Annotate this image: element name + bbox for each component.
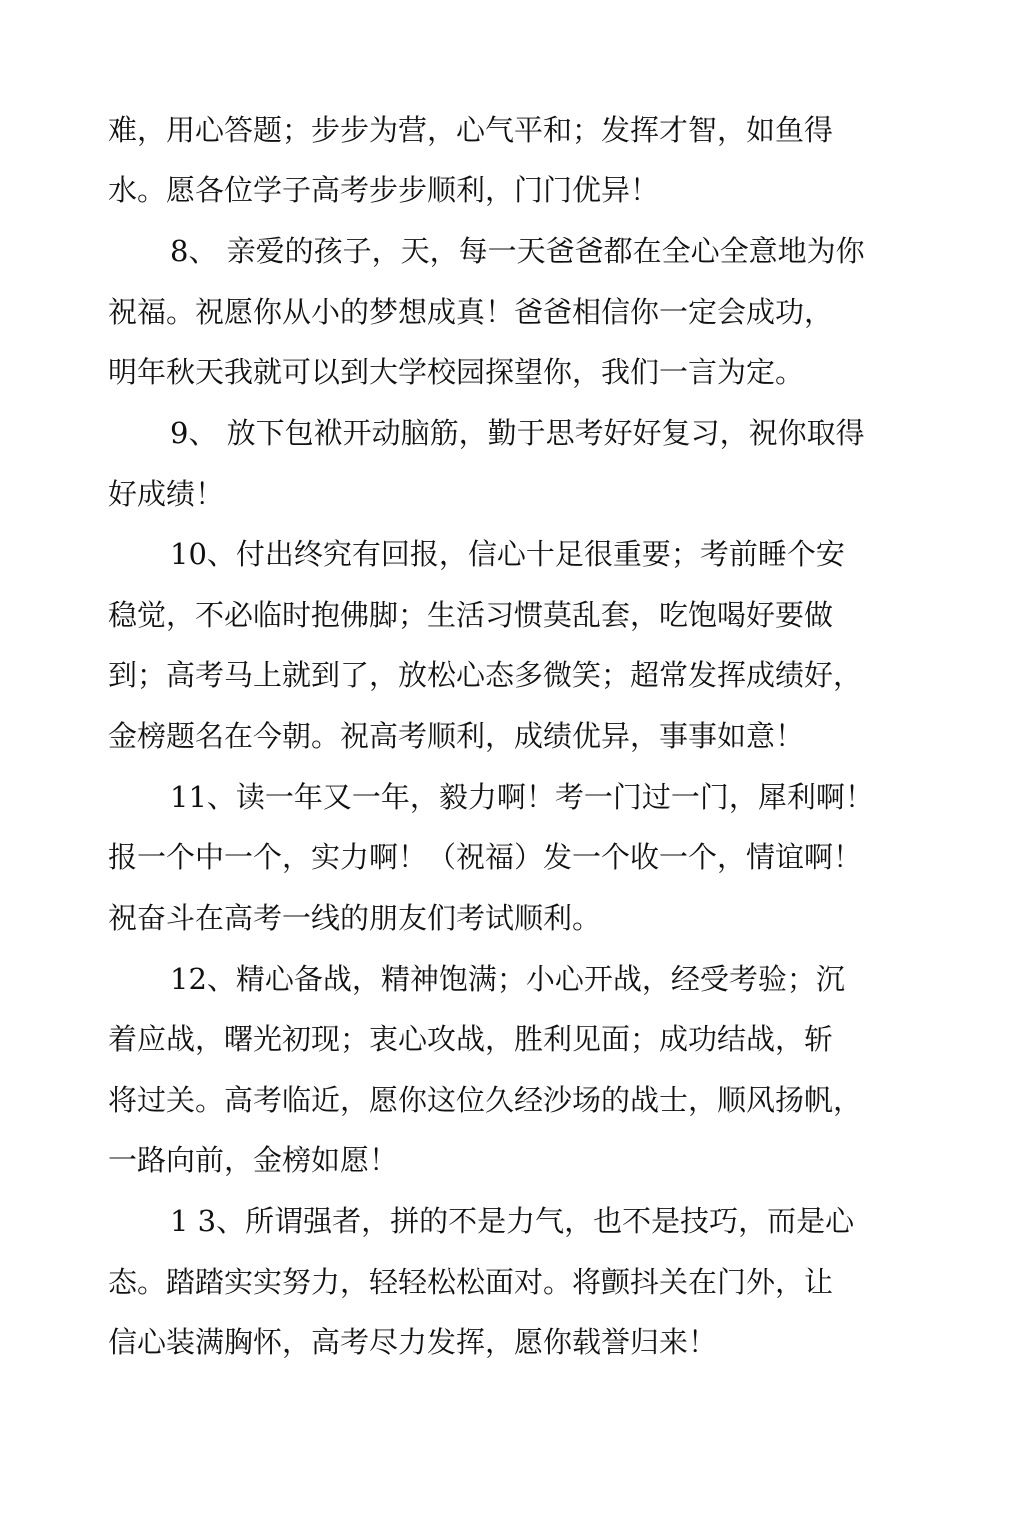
- text-line: 态。踏踏实实努力，轻轻松松面对。将颤抖关在门外，让: [108, 1265, 834, 1299]
- text-line: 稳觉，不必临时抱佛脚；生活习惯莫乱套，吃饱喝好要做: [108, 598, 834, 632]
- text-line: 报一个中一个，实力啊！（祝福）发一个收一个，情谊啊！: [108, 840, 863, 874]
- text-line: 难，用心答题；步步为营，心气平和；发挥才智，如鱼得: [108, 113, 834, 147]
- text-line: 一路向前，金榜如愿！: [108, 1143, 399, 1177]
- item-12-line: 12、精心备战，精神饱满；小心开战，经受考验；沉: [170, 962, 845, 996]
- item-8-line: 8、 亲爱的孩子，天，每一天爸爸都在全心全意地为你: [170, 234, 865, 268]
- text-line: 金榜题名在今朝。祝高考顺利，成绩优异，事事如意！: [108, 719, 805, 753]
- text-line: 水。愿各位学子高考步步顺利，门门优异！: [108, 173, 660, 207]
- text-line: 将过关。高考临近，愿你这位久经沙场的战士，顺风扬帆，: [108, 1083, 863, 1117]
- item-13-line: 1 3、所谓强者，拼的不是力气，也不是技巧，而是心: [170, 1204, 855, 1238]
- text-line: 祝奋斗在高考一线的朋友们考试顺利。: [108, 901, 602, 935]
- text-line: 信心装满胸怀，高考尽力发挥，愿你载誉归来！: [108, 1325, 718, 1359]
- item-9-line: 9、 放下包袱开动脑筋，勤于思考好好复习，祝你取得: [170, 416, 865, 450]
- text-line: 好成绩！: [108, 477, 225, 511]
- text-line: 着应战，曙光初现；衷心攻战，胜利见面；成功结战，斩: [108, 1022, 834, 1056]
- text-line: 祝福。祝愿你从小的梦想成真！爸爸相信你一定会成功，: [108, 295, 834, 329]
- text-line: 明年秋天我就可以到大学校园探望你，我们一言为定。: [108, 355, 805, 389]
- item-11-line: 11、读一年又一年，毅力啊！考一门过一门，犀利啊！: [170, 780, 874, 814]
- text-line: 到；高考马上就到了，放松心态多微笑；超常发挥成绩好，: [108, 658, 863, 692]
- item-10-line: 10、付出终究有回报，信心十足很重要；考前睡个安: [170, 537, 845, 571]
